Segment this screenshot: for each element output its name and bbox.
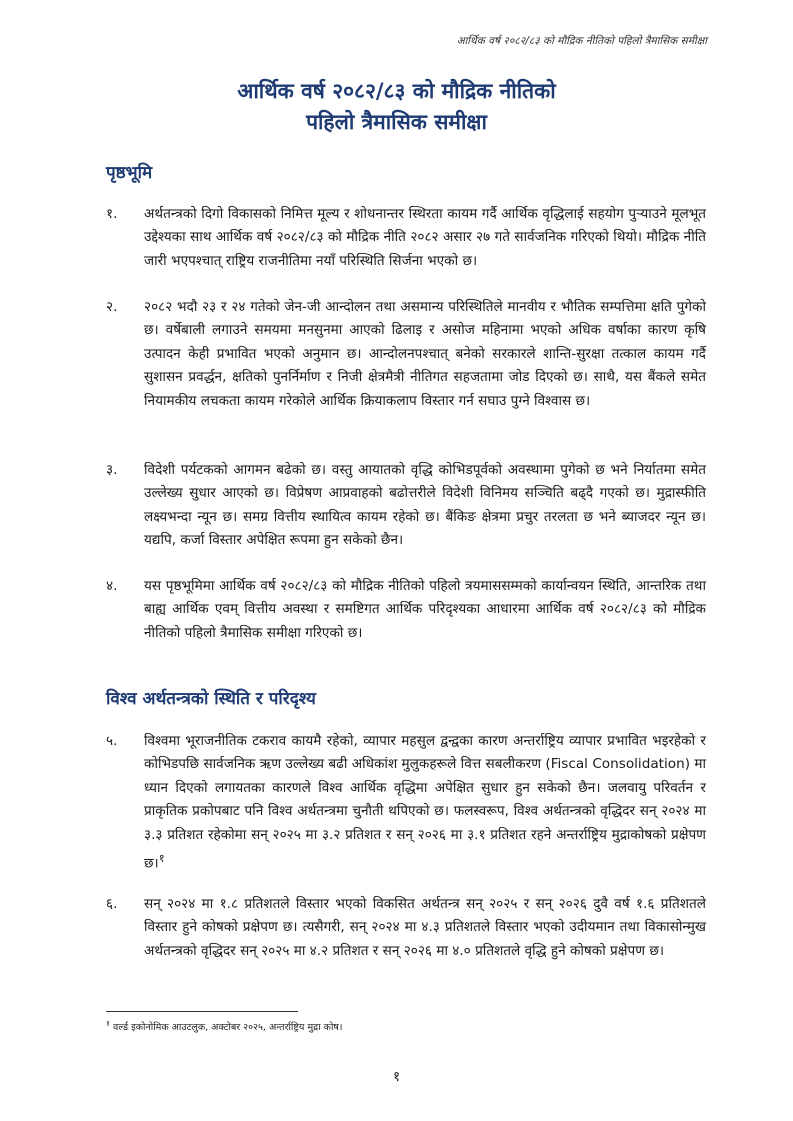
document-title-line-2: पहिलो त्रैमासिक समीक्षा (306, 110, 487, 134)
paragraph-text: विदेशी पर्यटकको आगमन बढेको छ। वस्तु आयातको वृद्धि कोभिडपूर्वको अवस्थामा पुगेको छ भने निर्यातमा समेत उल्लेख्य सुधार आएको छ। विप्रेषण आप्रवाहको बढोत्तरीले विदेशी विनिमय सञ्चिति बढ्दै गएको छ। मुद्रास्फीति लक्ष्यभन्दा न्यून छ। समग्र वित्तीय स्थायित्व कायम रहेको छ। बैंकिङ क्षेत्रमा प्रचुर तरलता छ भने ब्याजदर न्यून छ। यद्यपि, कर्जा विस्तार अपेक्षित रूपमा हुन सकेको छैन। (144, 462, 706, 549)
paragraph-text: २०८२ भदौ २३ र २४ गतेको जेन-जी आन्दोलन तथा असमान्य परिस्थितिले मानवीय र भौतिक सम्पत्तिमा क्षति पुगेको छ। वर्षेबाली लगाउने समयमा मनसुनमा आएको ढिलाइ र असोज महिनामा भएको अधिक वर्षाका कारण कृषि उत्पादन केही प्रभावित भएको अनुमान छ। आन्दोलनपश्चात् बनेको सरकारले शान्ति-सुरक्षा तत्काल कायम गर्दै सुशासन प्रवर्द्धन, क्षतिको पुनर्निर्माण र निजी क्षेत्रमैत्री नीतिगत सहजतामा जोड दिएको छ। साथै, यस बैंकले समेत नियामकीय लचकता कायम गरेकोले आर्थिक क्रियाकलाप विस्तार गर्न सघाउ पुग्ने विश्वास छ। (144, 299, 706, 409)
paragraph-number: ५. (106, 733, 118, 749)
paragraph-1 (106, 203, 706, 273)
page-number: १ (392, 1069, 401, 1085)
document-title (0, 76, 793, 138)
footnote-divider (106, 1011, 298, 1012)
paragraph-text: सन् २०२४ मा १.८ प्रतिशतले विस्तार भएको विकसित अर्थतन्त्र सन् २०२५ र सन् २०२६ दुवै वर्ष १.६ प्रतिशतले विस्तार हुने कोषको प्रक्षेपण छ। त्यसैगरी, सन् २०२४ मा ४.३ प्रतिशतले विस्तार भएको उदीयमान तथा विकासोन्मुख अर्थतन्त्रको वृद्धिदर सन् २०२५ मा ४.२ प्रतिशत र सन् २०२६ मा ४.० प्रतिशतले वृद्धि हुने कोषको प्रक्षेपण छ। (144, 896, 706, 959)
paragraph-number: ३. (106, 462, 118, 478)
document-title-line-1: आर्थिक वर्ष २०८२/८३ को मौद्रिक नीतिको (237, 79, 556, 103)
paragraph-number: ६. (106, 896, 118, 912)
footnote-text: वर्ल्ड इकोनोमिक आउटलुक, अक्टोबर २०२५, अन्तर्राष्ट्रिय मुद्रा कोष। (112, 1022, 343, 1034)
paragraph-number: ४. (106, 578, 118, 594)
paragraph-2 (106, 296, 706, 413)
paragraph-5 (106, 730, 706, 876)
paragraph-text-body: विश्वमा भूराजनीतिक टकराव कायमै रहेको, व्यापार महसुल द्वन्द्वका कारण अन्तर्राष्ट्रिय व्यापार प्रभावित भइरहेको र कोभिडपछि सार्वजनिक ऋण उल्लेख्य बढी अधिकांश मुलुकहरूले वित्त सबलीकरण (Fiscal Consolidation) मा ध्यान दिएको लगायतका कारणले विश्व आर्थिक वृद्धिमा अपेक्षित सुधार हुन सकेको छैन। जलवायु परिवर्तन र प्राकृतिक प्रकोपबाट पनि विश्व अर्थतन्त्रमा चुनौती थपिएको छ। फलस्वरूप, विश्व अर्थतन्त्रको वृद्धिदर सन् २०२४ मा ३.३ प्रतिशत रहेकोमा सन् २०२५ मा ३.२ प्रतिशत र सन् २०२६ मा ३.१ प्रतिशत रहने अन्तर्राष्ट्रिय मुद्राकोषको प्रक्षेपण छ। (144, 733, 706, 872)
paragraph-3 (106, 459, 706, 553)
paragraph-text (144, 730, 706, 876)
paragraph-number: २. (106, 299, 118, 315)
footnote-reference[interactable]: १ (158, 851, 165, 866)
footnote-marker: १ (106, 1019, 110, 1028)
paragraph-4 (106, 575, 706, 645)
paragraph-text: यस पृष्ठभूमिमा आर्थिक वर्ष २०८२/८३ को मौद्रिक नीतिको पहिलो त्रयमाससम्मको कार्यान्वयन स्थिति, आन्तरिक तथा बाह्य आर्थिक एवम् वित्तीय अवस्था र समष्टिगत आर्थिक परिदृश्यका आधारमा आर्थिक वर्ष २०८२/८३ को मौद्रिक नीतिको पहिलो त्रैमासिक समीक्षा गरिएको छ। (144, 578, 706, 641)
section-heading-world-economy: विश्व अर्थतन्त्रको स्थिति र परिदृश्य (106, 689, 316, 709)
section-heading-background: पृष्ठभूमि (106, 163, 153, 183)
running-header: आर्थिक वर्ष २०८२/८३ को मौद्रिक नीतिको पहिलो त्रैमासिक समीक्षा (456, 35, 707, 47)
paragraph-number: १. (106, 206, 118, 222)
paragraph-text: अर्थतन्त्रको दिगो विकासको निमित्त मूल्य र शोधनान्तर स्थिरता कायम गर्दै आर्थिक वृद्धिलाई सहयोग पुऱ्याउने मूलभूत उद्देश्यका साथ आर्थिक वर्ष २०८२/८३ को मौद्रिक नीति २०८२ असार २७ गते सार्वजनिक गरिएको थियो। मौद्रिक नीति जारी भएपश्चात् राष्ट्रिय राजनीतिमा नयाँ परिस्थिति सिर्जना भएको छ। (144, 206, 706, 269)
footnote (106, 1019, 343, 1033)
paragraph-6 (106, 893, 706, 963)
